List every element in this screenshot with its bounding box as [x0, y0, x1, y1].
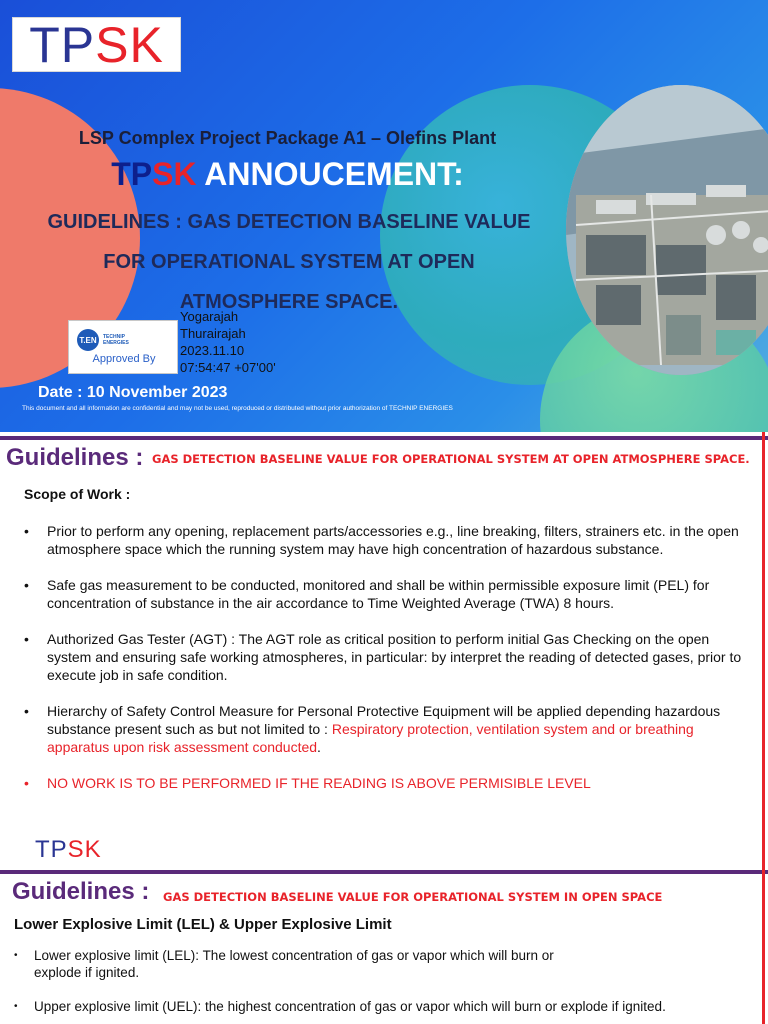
approval-stamp [68, 320, 178, 374]
warning-text: NO WORK IS TO BE PERFORMED IF THE READING IS ABOVE PERMISIBLE LEVEL [47, 775, 591, 791]
list-item [14, 998, 754, 1015]
list-item [14, 947, 754, 981]
announcement-sk: SK [152, 156, 197, 192]
digital-signature [180, 308, 276, 376]
bullet-text: Hierarchy of Safety Control Measure for Personal Protective Equipment will be applied depending hazardous substance present such as but not limited to : [47, 703, 721, 737]
bullet-text-end: . [317, 739, 321, 755]
slide-divider [0, 870, 768, 874]
red-edge-line [762, 432, 765, 870]
project-line: LSP Complex Project Package A1 – Olefins Plant [78, 128, 497, 148]
bullet-text: Authorized Gas Tester (AGT) : The AGT role as critical position to perform initial Gas Checking on the open system and ensuring safe working atmospheres, in particular: by interpret the reading of detected gases, prior to execute job in safe condition. [47, 631, 742, 683]
bullet-text-highlight: Respiratory protection, ventilation system and or breathing apparatus upon risk assessment conducted [47, 721, 694, 755]
guidelines-slide [0, 432, 768, 870]
logo-tp-text: TP [29, 16, 96, 73]
warning-item [24, 774, 744, 792]
wordmark-line: TECHNIP [103, 334, 125, 340]
bullet-text: Prior to perform any opening, replacement parts/accessories e.g., line breaking, filters, strainers etc. in the open atmosphere space which the running system may have high concentration of hazardous substance. [47, 523, 739, 557]
scope-of-work-title: Scope of Work : [24, 486, 131, 502]
signer-line: Thurairajah [180, 326, 246, 341]
scope-bullet-list [24, 522, 744, 810]
footer-tpsk-logo [35, 836, 102, 864]
bullet-text: Safe gas measurement to be conducted, monitored and shall be within permissible exposure limit (PEL) for concentration of substance in the air accordance to Time Weighted Average (TWA) 8 hours. [47, 577, 710, 611]
tpsk-logo [12, 17, 181, 72]
guidelines-subheading: GAS DETECTION BASELINE VALUE FOR OPERATIONAL SYSTEM AT OPEN ATMOSPHERE SPACE. [152, 452, 750, 466]
wordmark-line: ENERGIES [103, 340, 129, 346]
guidelines-heading: Guidelines : [6, 444, 144, 471]
guideline-title-line: FOR OPERATIONAL SYSTEM AT OPEN [103, 251, 475, 273]
confidentiality-notice: This document and all information are confidential and may not be used, reproduced or distributed without prior authorization of TECHNIP ENERGIES [22, 405, 453, 412]
bullet-dot: • [24, 577, 29, 593]
guidelines-subheading: GAS DETECTION BASELINE VALUE FOR OPERATIONAL SYSTEM IN OPEN SPACE [163, 890, 663, 904]
signer-line: Yogarajah [180, 309, 239, 324]
guideline-title-line: GUIDELINES : GAS DETECTION BASELINE VALUE [47, 211, 531, 233]
bullet-dot: • [24, 523, 29, 539]
footer-logo-sk: SK [67, 836, 102, 863]
slide-divider [0, 436, 768, 440]
list-item [24, 702, 744, 756]
red-edge-line [762, 870, 765, 1024]
bullet-text: Lower explosive limit (LEL): The lowest concentration of gas or vapor which will burn or explode if ignited. [34, 948, 554, 980]
guideline-title [0, 202, 578, 322]
bullet-dot: • [24, 703, 29, 719]
logo-sk-text: SK [95, 16, 164, 73]
announcement-tp: TP [111, 156, 153, 192]
announcement-date: Date : 10 November 2023 [38, 384, 228, 401]
bullet-dot: • [14, 1001, 18, 1012]
footer-logo-tp: TP [35, 836, 68, 863]
lel-bullet-list [14, 947, 754, 1024]
guidelines-heading: Guidelines : [12, 878, 150, 905]
lel-section-title: Lower Explosive Limit (LEL) & Upper Explosive Limit [14, 916, 392, 933]
technip-energies-logo: T.EN [77, 329, 99, 351]
bullet-dot: • [14, 950, 18, 961]
list-item [24, 522, 744, 558]
guideline-title-line: ATMOSPHERE SPACE. [179, 291, 399, 313]
bullet-dot: • [24, 775, 29, 791]
bullet-text: Upper explosive limit (UEL): the highest concentration of gas or vapor which will burn or explode if ignited. [34, 999, 666, 1014]
announcement-banner [0, 0, 768, 432]
lel-uel-slide [0, 870, 768, 1024]
technip-energies-wordmark [103, 334, 129, 346]
approved-by-label: Approved By [92, 353, 156, 365]
signer-line: 2023.11.10 [180, 343, 245, 358]
list-item [24, 576, 744, 612]
announcement-rest: ANNOUCEMENT: [196, 156, 464, 192]
announcement-title [0, 156, 575, 193]
signer-line: 07:54:47 +07'00' [180, 360, 276, 375]
bullet-dot: • [24, 631, 29, 647]
list-item [24, 630, 744, 684]
